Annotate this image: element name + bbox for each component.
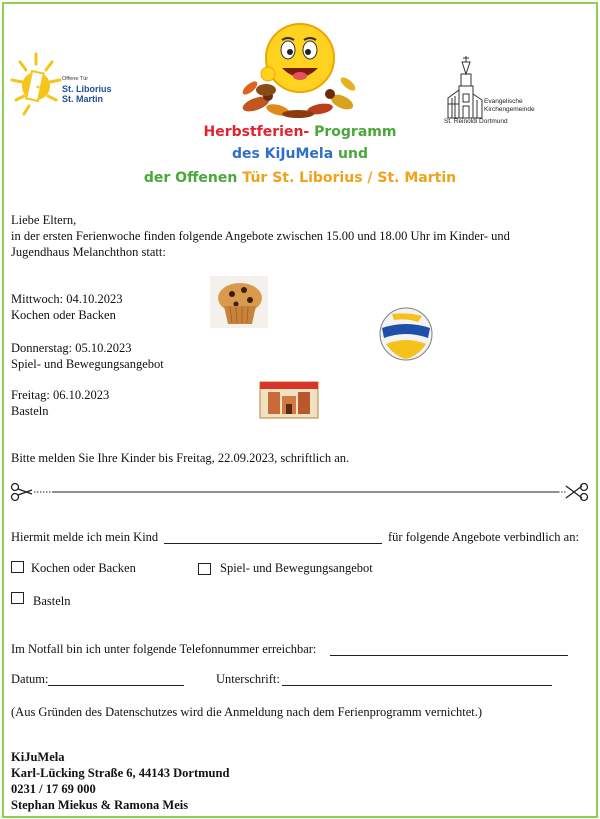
logo-left-line3: St. Martin [62, 94, 104, 104]
greeting: Liebe Eltern, [11, 213, 77, 227]
church-line2: Kirchengemeinde [484, 105, 535, 113]
church-icon [444, 54, 484, 120]
option-basteln-label: Basteln [33, 594, 71, 608]
smiley-leaves-image [238, 14, 358, 118]
privacy-note: (Aus Gründen des Datenschutzes wird die Anmeldung nach dem Ferienprogramm vernichtet.) [11, 705, 483, 719]
contact-name: KiJuMela [11, 750, 65, 764]
event-date-1: Mittwoch: 04.10.2023 [11, 292, 123, 306]
cut-line [10, 482, 590, 502]
title-part-herbstferien: Herbstferien- [203, 124, 310, 140]
checkbox-basteln[interactable] [11, 592, 24, 604]
checkbox-kochen[interactable] [11, 561, 24, 573]
title-line-2 [0, 146, 600, 162]
signature-label: Unterschrift: [216, 672, 280, 686]
title-part-kijumela: des KiJuMela [231, 146, 334, 162]
signature-field[interactable] [282, 685, 552, 686]
title-part-und: und [333, 146, 369, 162]
event-activity-2: Spiel- und Bewegungsangebot [11, 357, 164, 371]
enroll-prefix: Hiermit melde ich mein Kind [11, 530, 159, 544]
registration-note: Bitte melden Sie Ihre Kinder bis Freitag, 22.09.2023, schriftlich an. [11, 451, 350, 465]
event-activity-1: Kochen oder Backen [11, 308, 116, 322]
title-part-tuer: Tür St. Liborius / St. Martin [237, 170, 457, 186]
option-spiel-label: Spiel- und Bewegungsangebot [220, 561, 373, 575]
volleyball-image [378, 306, 434, 362]
intro-line-2: Jugendhaus Melanchthon statt: [11, 245, 166, 259]
enroll-suffix: für folgende Angebote verbindlich an: [388, 530, 579, 544]
title-part-der-offenen: der Offenen [143, 170, 238, 186]
intro-line-1: in der ersten Ferienwoche finden folgende Angebote zwischen 15.00 und 18.00 Uhr im Kinder- und [11, 229, 510, 243]
contact-phone: 0231 / 17 69 000 [11, 782, 96, 796]
child-name-field[interactable] [164, 543, 382, 544]
sun-logo-icon [10, 50, 62, 120]
church-line3: St. Reinoldi Dortmund [444, 118, 508, 125]
checkbox-spiel[interactable] [198, 563, 211, 575]
logo-left-line1: Offene Tür [62, 76, 89, 82]
kirchengemeinde-logo [444, 54, 554, 124]
contact-address: Karl-Lücking Straße 6, 44143 Dortmund [11, 766, 230, 780]
event-date-3: Freitag: 06.10.2023 [11, 388, 110, 402]
event-date-2: Donnerstag: 05.10.2023 [11, 341, 132, 355]
logo-left-line2: St. Liborius [62, 84, 112, 94]
contact-people: Stephan Miekus & Ramona Meis [11, 798, 189, 812]
date-label: Datum: [11, 672, 49, 686]
church-line1: Evangelische [484, 98, 523, 105]
emergency-label: Im Notfall bin ich unter folgende Telefonnummer erreichbar: [11, 642, 317, 656]
scissors-icon [566, 484, 588, 501]
date-field[interactable] [48, 685, 184, 686]
scissors-icon [12, 484, 33, 501]
phone-field[interactable] [330, 655, 568, 656]
title-line-1 [0, 124, 600, 140]
event-activity-3: Basteln [11, 404, 49, 418]
option-kochen-label: Kochen oder Backen [31, 561, 136, 575]
title-line-3 [0, 170, 600, 186]
title-part-programm: Programm [309, 124, 397, 140]
craft-box-image [258, 378, 320, 420]
muffin-image [210, 276, 268, 328]
offene-tuer-logo [10, 50, 120, 120]
